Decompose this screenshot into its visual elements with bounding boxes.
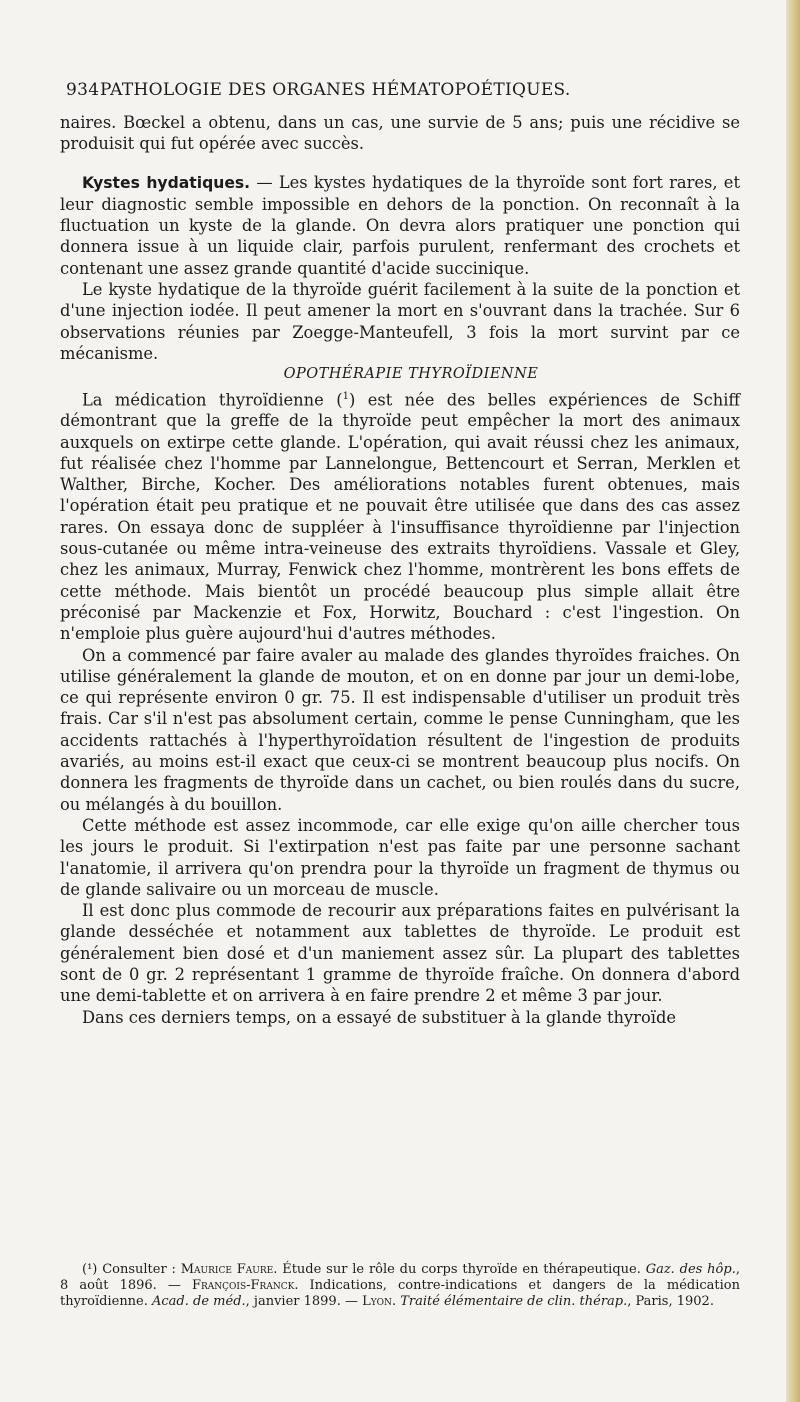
footnote-fragment: Consulter : bbox=[97, 1262, 181, 1277]
paragraph bbox=[60, 386, 740, 645]
footnote-text bbox=[60, 1262, 740, 1310]
running-title: PATHOLOGIE DES ORGANES HÉMATOPOÉTIQUES. bbox=[100, 80, 571, 100]
body-text bbox=[60, 112, 740, 1028]
footnote-journal: Acad. de méd. bbox=[152, 1294, 246, 1309]
paragraph-text: — Les kystes hydatiques de la thyroïde sont fort rares, et leur diagnostic semble impossible en dehors de la ponction. On reconnaît à la fluctuation un kyste de la glande. On devra alors pratiquer une ponction qui donnera issue à un liquide clair, parfois purulent, renfermant des crochets et contenant une assez grande quantité d'acide succinique. bbox=[60, 172, 740, 278]
footnote-author: François-Franck bbox=[191, 1278, 295, 1293]
footnote-marker: (¹) bbox=[82, 1262, 98, 1277]
footnote-fragment: . Indications, contre-indications et dangers de la médication thyroïdienne. bbox=[60, 1278, 740, 1309]
paragraph: Dans ces derniers temps, on a essayé de substituer à la glande thyroïde bbox=[82, 1007, 677, 1027]
paragraph: On a commencé par faire avaler au malade des glandes thyroïdes fraiches. On utilise généralement la glande de mouton, et on en donne par jour un demi-lobe, ce qui représente environ 0 gr. 75. Il est indispensable d'utiliser un produit très frais. Car s'il n'est pas absolument certain, comme le pense Cunningham, que les accidents rattachés à l'hyperthyroïdation résultent de l'ingestion de produits avariés, au moins est-il exact que ceux-ci se montrent beaucoup plus nocifs. On donnera les fragments de thyroïde dans un cachet, ou bien roulés dans du sucre, ou mélangés à du bouillon. bbox=[60, 645, 740, 814]
paragraph-text: ) est née des belles expériences de Schiff démontrant que la greffe de la thyroïde peut empêcher la mort des animaux auxquels on extirpe cette glande. L'opération, qui avait réussi chez les animaux, fut réalisée chez l'homme par Lannelongue, Bettencourt et Serran, Merklen et Walther, Birche, Kocher. Des améliorations notables furent obtenues, mais l'opération était peu pratique et ne pouvait être utilisée que dans des cas assez rares. On essaya donc de suppléer à l'insuffisance thyroïdienne par l'injection sous-cutanée ou même intra-veineuse des extraits thyroïdiens. Vassale et Gley, chez les animaux, Murray, Fenwick chez l'homme, montrèrent les bons effets de cette méthode. Mais bientôt un procédé beaucoup plus simple allait être préconisé par Mackenzie et Fox, Horwitz, Bouchard : c'est l'ingestion. On n'emploie plus guère aujourd'hui d'autres méthodes. bbox=[60, 389, 740, 644]
footnote-fragment: . bbox=[391, 1294, 401, 1309]
paragraph: Il est donc plus commode de recourir aux préparations faites en pulvérisant la glande desséchée et notamment aux tablettes de thyroïde. Le produit est généralement bien dosé et d'un maniement assez sûr. La plupart des tablettes sont de 0 gr. 2 représentant 1 gramme de thyroïde fraîche. On donnera d'abord une demi-tablette et on arrivera à en faire prendre 2 et même 3 par jour. bbox=[60, 901, 740, 1006]
footnote-fragment: , 8 août 1896. — bbox=[60, 1262, 740, 1293]
footnote-journal: Traité élémentaire de clin. thérap. bbox=[400, 1294, 628, 1309]
footnote-fragment: . Étude sur le rôle du corps thyroïde en thérapeutique. bbox=[273, 1262, 646, 1277]
paragraph bbox=[60, 172, 740, 279]
footnote-author: Maurice Faure bbox=[180, 1262, 274, 1277]
footnote-fragment: , janvier 1899. — bbox=[245, 1294, 363, 1309]
paragraph: Le kyste hydatique de la thyroïde guérit facilement à la suite de la ponction et d'une injection iodée. Il peut amener la mort en s'ouvrant dans la trachée. Sur 6 observations réunies par Zoegge-Manteufell, 3 fois la mort survint par ce mécanisme. bbox=[60, 280, 740, 363]
page-edge bbox=[786, 0, 800, 1402]
footnote-fragment: , Paris, 1902. bbox=[627, 1294, 714, 1309]
section-title: OPOTHÉRAPIE THYROÏDIENNE bbox=[283, 366, 539, 383]
page-number: 934 bbox=[66, 80, 100, 100]
footnote-author: Lyon bbox=[362, 1294, 392, 1309]
inline-heading: Kystes hydatiques. bbox=[82, 173, 251, 192]
paragraph: naires. Bœckel a obtenu, dans un cas, une survie de 5 ans; puis une récidive se produisit qui fut opérée avec succès. bbox=[60, 113, 740, 154]
paragraph-text: La médication thyroïdienne ( bbox=[82, 389, 343, 409]
footnote-ref: 1 bbox=[342, 390, 349, 402]
footnote bbox=[60, 1262, 740, 1310]
paragraph: Cette méthode est assez incommode, car elle exige qu'on aille chercher tous les jours le produit. Si l'extirpation n'est pas faite par une personne sachant l'anatomie, il arrivera qu'on prendra pour la thyroïde un fragment de thymus ou de glande salivaire ou un morceau de muscle. bbox=[60, 815, 740, 899]
footnote-journal: Gaz. des hôp. bbox=[645, 1262, 736, 1277]
